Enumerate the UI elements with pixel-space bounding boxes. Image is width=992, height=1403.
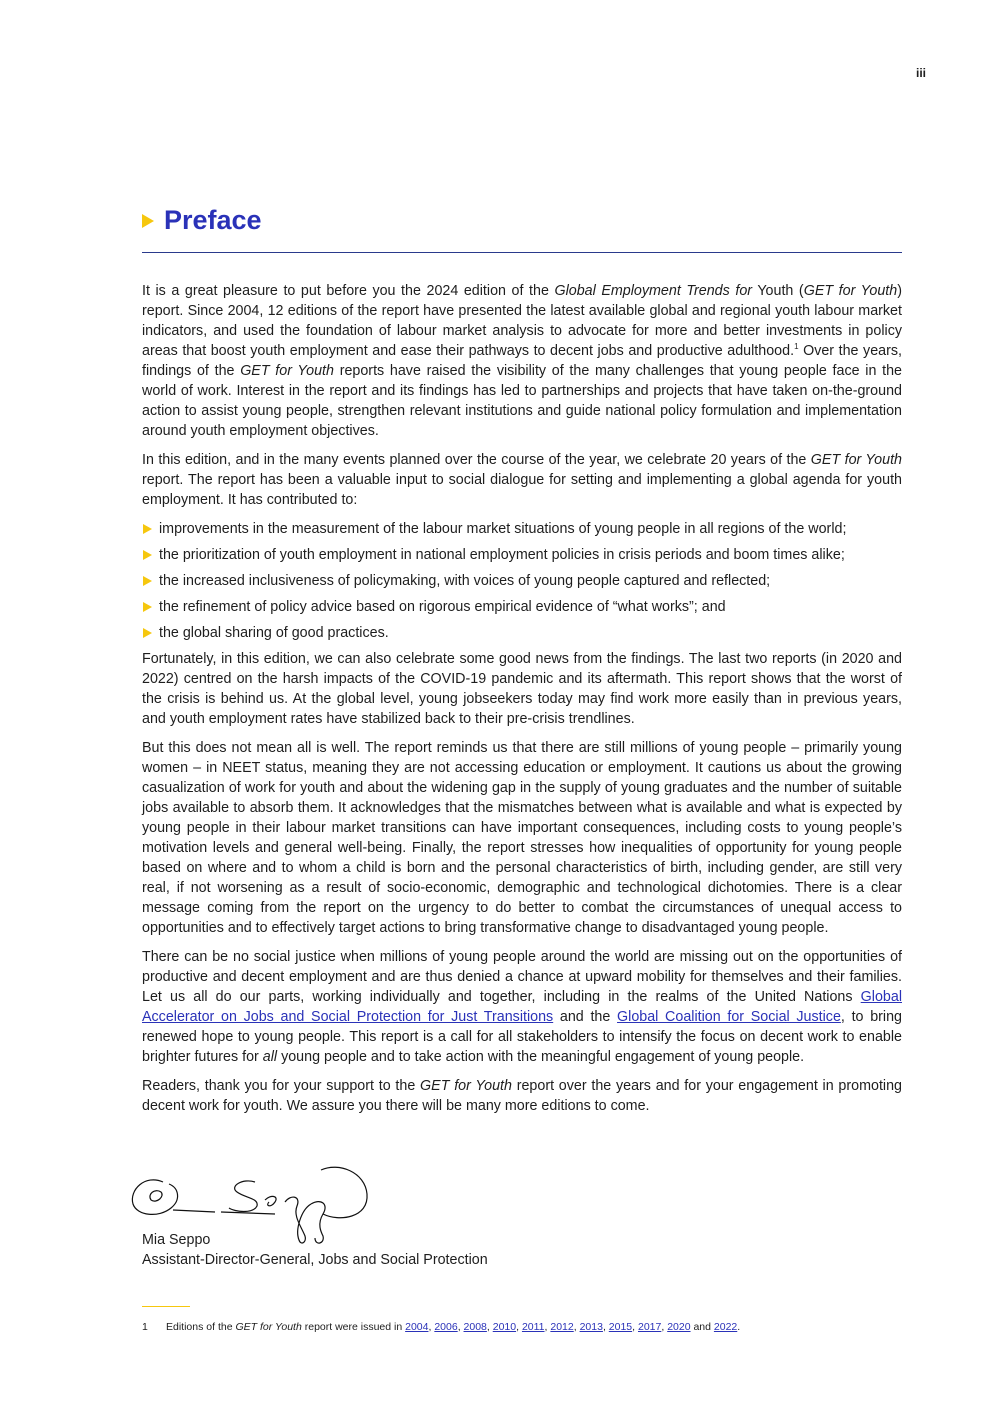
edition-link-2017[interactable]: 2017 <box>637 1321 662 1333</box>
italic-span: all <box>262 1049 278 1065</box>
triangle-bullet-icon <box>143 576 152 586</box>
title-block <box>142 205 902 253</box>
triangle-bullet-icon <box>143 524 152 534</box>
title-row <box>142 205 902 236</box>
paragraph-4: But this does not mean all is well. The report reminds us that there are still millions of young people – primarily young women – in NEET status, meaning they are not accessing education or employment. It cautions us about the growing casualization of work for youth and about the widening gap in the supply of young graduates and the number of suitable jobs available to absorb them. It acknowledges that the mismatches between what is available and what is expected by young people in their labour market transitions can have important consequences, including costs to young people’s motivation levels and general well-being. Finally, the report stresses how inequalities of opportunity for young people based on where and to whom a child is born and the personal characteristics of birth, including gender, are still very real, if not worsening as a result of socio-economic, demographic and technological dichotomies. There is a clear message coming from the report on the urgency to do better to combat the circumstances of unequal access to opportunities and to effectively target actions to bring transformative change to disadvantaged young people. <box>142 740 902 936</box>
italic-span: GET for Youth <box>235 1321 302 1333</box>
text-span: report over the years and for your engagement in promoting decent work for youth. We assure you there will be many more editions to come. <box>142 1078 903 1114</box>
text-span: reports have raised the visibility of the many challenges that young people face in the world of work. Interest in the report and its findings has led to partnerships and projects that have taken on-the-ground action to assist young people, strengthen relevant institutions and guide national policy formulation and implementation around youth employment objectives. <box>142 363 902 439</box>
list-item <box>142 545 902 565</box>
footnote-number: 1 <box>142 1321 148 1333</box>
text-span: There can be no social justice when millions of young people around the world are missing out on the opportunities of productive and decent employment and are thus denied a chance at upward mobility for themselves and their families. Let us all do our parts, working individually and together, including in the realms of the United Nations <box>142 949 902 1005</box>
edition-link-2022[interactable]: 2022 <box>713 1321 738 1333</box>
text-span: ) report. Since 2004, 12 editions of the report have presented the latest available global and regional youth labour market indicators, and used the foundation of labour market analysis to advocate for more and better investments in policy areas that boost youth employment and ease their pathways to decent jobs and productive adulthood. <box>142 283 902 359</box>
triangle-bullet-icon <box>143 550 152 560</box>
list-item <box>142 519 902 539</box>
list-item-text: the refinement of policy advice based on rigorous empirical evidence of “what works”; and <box>159 599 726 615</box>
triangle-bullet-icon <box>143 628 152 638</box>
paragraph-6 <box>142 1076 902 1116</box>
text-span: It is a great pleasure to put before you the 2024 edition of the <box>142 283 555 299</box>
list-item-text: the global sharing of good practices. <box>159 625 389 641</box>
separator: , <box>516 1321 522 1333</box>
separator: , <box>428 1321 435 1333</box>
text-span: In this edition, and in the many events planned over the course of the year, we celebrate 20 years of the <box>142 452 811 468</box>
edition-link-2008[interactable]: 2008 <box>463 1321 487 1333</box>
paragraph-3: Fortunately, in this edition, we can also celebrate some good news from the findings. The last two reports (in 2020 and 2022) centred on the harsh impacts of the COVID-19 pandemic and its aftermath. This report shows that the worst of the crisis is behind us. At the global level, young jobseekers today may find work more easily than in previous years, and youth employment rates have stabilized back to their pre-crisis trendlines. <box>142 651 902 727</box>
separator: and <box>690 1321 714 1333</box>
paragraph-2 <box>142 450 902 510</box>
separator: , <box>486 1321 493 1333</box>
global-accelerator-link[interactable]: Global Accelerator on Jobs and Social Protection for Just Transitions <box>142 989 902 1025</box>
separator: , <box>632 1321 638 1333</box>
signer-role: Assistant-Director-General, Jobs and Social Protection <box>142 1252 488 1268</box>
text-span: and the <box>553 1009 618 1025</box>
edition-link-2010[interactable]: 2010 <box>492 1321 517 1333</box>
list-item <box>142 623 902 643</box>
edition-link-2006[interactable]: 2006 <box>434 1321 458 1333</box>
list-item <box>142 597 902 617</box>
list-item <box>142 571 902 591</box>
page-number: iii <box>915 66 926 80</box>
separator: , <box>602 1321 609 1333</box>
separator: , <box>661 1321 668 1333</box>
text-span: report. The report has been a valuable input to social dialogue for setting and implementing a global agenda for youth employment. It has contributed to: <box>142 472 902 508</box>
text-span: report were issued in <box>301 1321 406 1333</box>
edition-link-2011[interactable]: 2011 <box>521 1321 545 1333</box>
list-item-text: improvements in the measurement of the labour market situations of young people in all regions of the world; <box>159 521 847 537</box>
signer-block <box>142 1230 488 1270</box>
body-text <box>142 281 902 1125</box>
edition-link-2020[interactable]: 2020 <box>667 1321 691 1333</box>
italic-span: GET for Youth <box>240 363 334 379</box>
triangle-arrow-icon <box>142 214 154 228</box>
separator: , <box>544 1321 551 1333</box>
text-span: Over the years, findings of the <box>142 343 902 379</box>
edition-link-2015[interactable]: 2015 <box>608 1321 633 1333</box>
separator: , <box>457 1321 464 1333</box>
footnote <box>142 1320 902 1335</box>
edition-link-2004[interactable]: 2004 <box>405 1321 429 1333</box>
text-span: Youth ( <box>752 283 804 299</box>
footnote-marker[interactable]: 1 <box>794 342 799 352</box>
text-span: Readers, thank you for your support to the <box>142 1078 421 1094</box>
italic-span: Global Employment Trends for <box>554 283 753 299</box>
paragraph-1 <box>142 281 902 441</box>
edition-link-2012[interactable]: 2012 <box>550 1321 574 1333</box>
edition-link-2013[interactable]: 2013 <box>579 1321 603 1333</box>
page-title: Preface <box>164 205 262 235</box>
bullet-list <box>142 519 902 643</box>
italic-span: GET for Youth <box>810 452 902 468</box>
global-coalition-link[interactable]: Global Coalition for Social Justice <box>617 1009 841 1025</box>
list-item-text: the prioritization of youth employment in national employment policies in crisis periods and boom times alike; <box>159 547 845 563</box>
separator: . <box>737 1321 741 1333</box>
list-item-text: the increased inclusiveness of policymaking, with voices of young people captured and reflected; <box>159 573 771 589</box>
triangle-bullet-icon <box>143 602 152 612</box>
paragraph-5 <box>142 947 902 1067</box>
separator: , <box>573 1321 580 1333</box>
text-span: young people and to take action with the meaningful engagement of young people. <box>277 1049 805 1065</box>
footnote-divider <box>142 1306 190 1307</box>
text-span: Editions of the <box>166 1321 236 1333</box>
italic-span: GET for Youth <box>803 283 898 299</box>
italic-span: GET for Youth <box>420 1078 512 1094</box>
signer-name: Mia Seppo <box>142 1232 211 1248</box>
text-span: , to bring renewed hope to young people. This report is a call for all stakeholders to intensify the focus on decent work to enable brighter futures for <box>142 1009 902 1065</box>
